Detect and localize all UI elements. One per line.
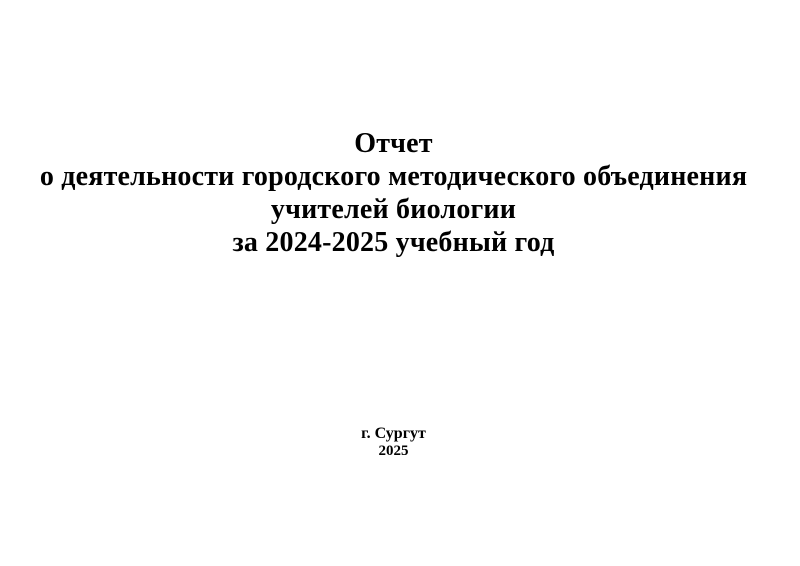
title-line-academic-year: за 2024-2025 учебный год <box>232 227 555 258</box>
title-line-report: Отчет <box>354 128 433 159</box>
title-line-activity: о деятельности городского методического объединения <box>39 161 748 192</box>
imprint-block <box>0 425 787 460</box>
report-title-block <box>0 127 787 259</box>
title-line-subject: учителей биологии <box>270 194 517 225</box>
imprint-city: г. Сургут <box>361 425 426 442</box>
imprint-year: 2025 <box>378 443 409 459</box>
